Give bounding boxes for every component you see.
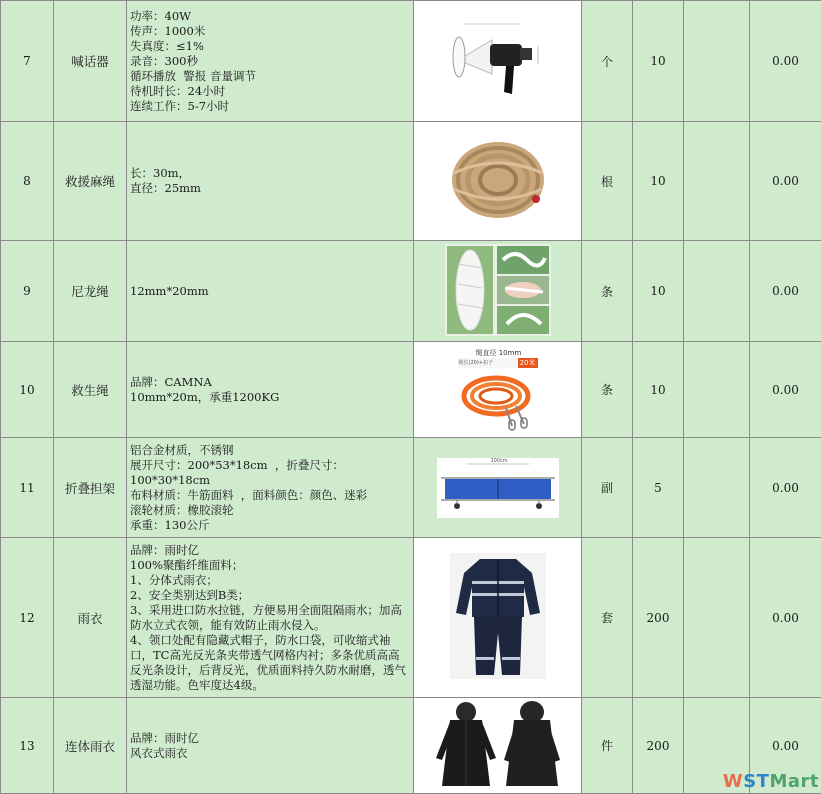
item-spec: 品牌：雨时亿 100%聚酯纤维面料； 1、分体式雨衣； 2、安全类别达到B类； 3、采用进口防水拉链，方便易用全面阻隔雨水；加高防水立式衣领，能有效防止雨水侵入。 4、领口处配有隐藏式帽子，防水口袋，可收缩式袖口，TC高光反光条夹带透气网格内衬；多条优质高高反光条设计，后背反光，优质面料持久防水耐磨，透气透湿功能。色牢度达4级。	[127, 538, 414, 698]
item-price[interactable]	[684, 241, 750, 342]
megaphone-photo	[442, 14, 554, 109]
raincoat-suit-photo	[450, 553, 546, 682]
item-unit: 件	[582, 698, 633, 794]
table-row	[1, 698, 821, 794]
item-image-cell	[414, 438, 582, 538]
table-row	[1, 438, 821, 538]
item-total: 0.00	[750, 1, 821, 122]
item-total: 0.00	[750, 241, 821, 342]
stretcher-dimension-label: 200cm	[491, 458, 508, 464]
item-spec: 品牌：雨时亿 风衣式雨衣	[127, 698, 414, 794]
item-name: 救援麻绳	[54, 122, 127, 241]
item-unit: 条	[582, 241, 633, 342]
item-image-cell	[414, 538, 582, 698]
row-number: 10	[1, 342, 54, 438]
rope-diameter-label: 绳直径 10mm	[476, 348, 522, 358]
item-qty: 10	[633, 122, 684, 241]
rope-tag-left: 绳长(20)+扣子	[459, 359, 493, 366]
item-unit: 根	[582, 122, 633, 241]
item-unit: 条	[582, 342, 633, 438]
row-number: 12	[1, 538, 54, 698]
item-total: 0.00	[750, 698, 821, 794]
item-unit: 套	[582, 538, 633, 698]
item-image-cell	[414, 1, 582, 122]
table-row	[1, 342, 821, 438]
lifeline-rope-photo	[458, 348, 538, 432]
item-image-cell	[414, 698, 582, 794]
item-qty: 200	[633, 538, 684, 698]
item-image-cell	[414, 342, 582, 438]
item-spec: 12mm*20mm	[127, 241, 414, 342]
item-name: 喊话器	[54, 1, 127, 122]
table-row	[1, 1, 821, 122]
item-price[interactable]	[684, 438, 750, 538]
item-total: 0.00	[750, 538, 821, 698]
wstmart-watermark-logo: WSTMart	[723, 771, 819, 792]
item-total: 0.00	[750, 342, 821, 438]
item-spec: 功率：40W 传声：1000米 失真度：≤1% 录音：300秒 循环播放 警报 音量调节 待机时长：24小时 连续工作：5-7小时	[127, 1, 414, 122]
row-number: 9	[1, 241, 54, 342]
item-qty: 200	[633, 698, 684, 794]
item-spec: 长：30m， 直径：25mm	[127, 122, 414, 241]
item-qty: 10	[633, 1, 684, 122]
nylon-rope-photo	[445, 244, 551, 339]
item-unit: 个	[582, 1, 633, 122]
item-price[interactable]	[684, 342, 750, 438]
item-spec: 品牌：CAMNA 10mm*20m，承重1200KG	[127, 342, 414, 438]
item-qty: 10	[633, 342, 684, 438]
raincoat-long-photo	[428, 698, 568, 793]
item-name: 连体雨衣	[54, 698, 127, 794]
table-row	[1, 122, 821, 241]
table-row	[1, 241, 821, 342]
item-name: 尼龙绳	[54, 241, 127, 342]
item-name: 折叠担架	[54, 438, 127, 538]
item-total: 0.00	[750, 122, 821, 241]
item-price[interactable]	[684, 122, 750, 241]
stretcher-photo	[437, 458, 559, 518]
item-name: 救生绳	[54, 342, 127, 438]
row-number: 13	[1, 698, 54, 794]
item-qty: 10	[633, 241, 684, 342]
item-qty: 5	[633, 438, 684, 538]
item-unit: 副	[582, 438, 633, 538]
row-number: 7	[1, 1, 54, 122]
row-number: 11	[1, 438, 54, 538]
rope-length-badge: 20米	[518, 358, 538, 368]
item-image-cell	[414, 122, 582, 241]
hemp-rope-photo	[444, 133, 552, 230]
item-price[interactable]	[684, 1, 750, 122]
table-row	[1, 538, 821, 698]
item-name: 雨衣	[54, 538, 127, 698]
item-image-cell	[414, 241, 582, 342]
item-price[interactable]	[684, 538, 750, 698]
item-spec: 铝合金材质，不锈钢 展开尺寸：200*53*18cm ，折叠尺寸： 100*30*18cm 布料材质：牛筋面料 ，面料颜色：颜色、迷彩 滚轮材质：橡胶滚轮 承重：130公斤	[127, 438, 414, 538]
item-total: 0.00	[750, 438, 821, 538]
row-number: 8	[1, 122, 54, 241]
